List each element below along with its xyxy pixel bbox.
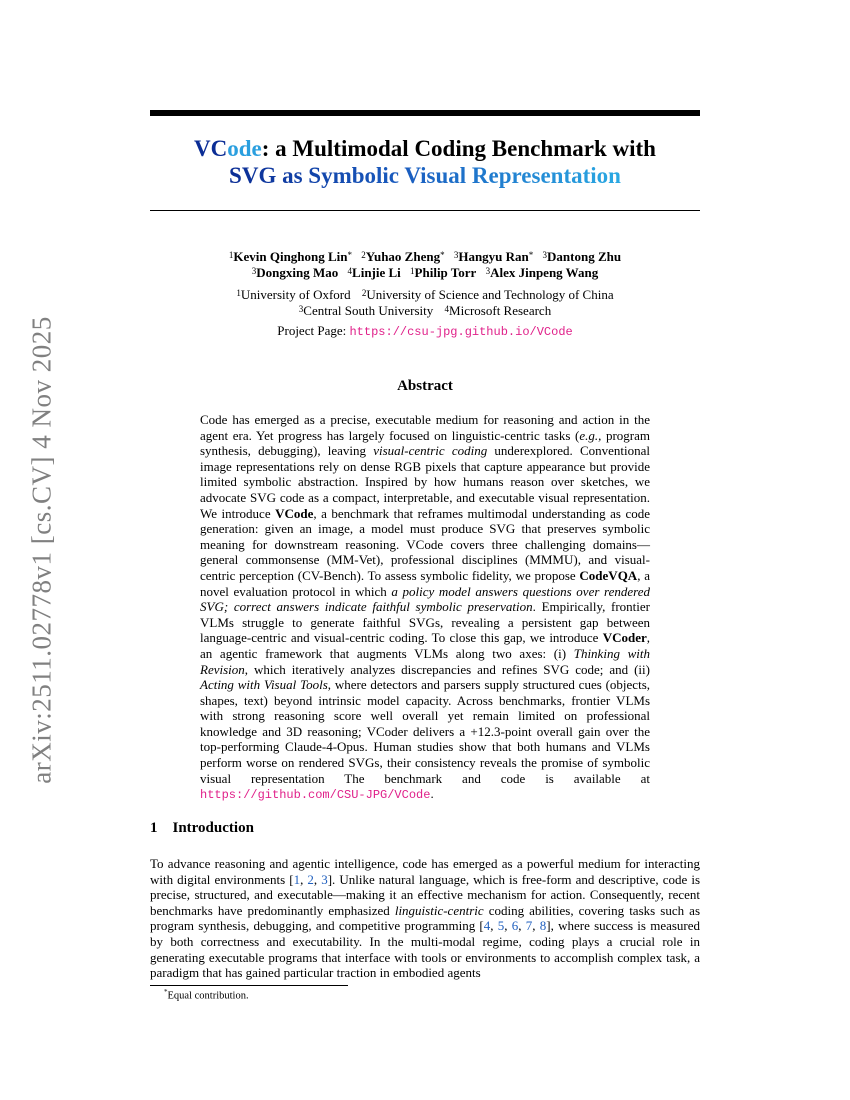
title-brand-ode: ode [227, 136, 262, 161]
affiliation-line-1 [150, 287, 700, 303]
citation-link[interactable]: 8 [539, 918, 547, 934]
citation-link[interactable]: 5 [497, 918, 505, 934]
title-bottom-rule [150, 210, 700, 211]
citation-link[interactable]: 4 [483, 918, 491, 934]
abstract-paragraph: Code has emerged as a precise, executable medium for reasoning and action in the agent era. Yet progress has largely focused on linguistic-centric tasks (e.g., program synthesis, debugging), leaving visual-centric coding underexplored. Conventional image representations rely on dense RGB pixels that capture appearance but provide limited symbolic abstraction. Inspired by how humans reason over sketches, we advocate SVG code as a compact, interpretable, and executable visual representation. We introduce VCode, a benchmark that reframes multimodal understanding as code generation: given an image, a model must produce SVG that preserves symbolic meaning for downstream reasoning. VCode covers three challenging domains—general commonsense (MM-Vet), professional disciplines (MMMU), and visual-centric perception (CV-Bench). To assess symbolic fidelity, we propose CodeVQA, a novel evaluation protocol in which a policy model answers questions over rendered SVG; correct answers indicate faithful symbolic preservation. Empirically, frontier VLMs struggle to generate faithful SVGs, revealing a persistent gap between language-centric and visual-centric coding. To close this gap, we introduce VCoder, an agentic framework that augments VLMs along two axes: (i) Thinking with Revision, which iteratively analyzes discrepancies and refines SVG code; and (ii) Acting with Visual Tools, where detectors and parsers supply structured cues (objects, shapes, text) beyond intrinsic model capacity. Across benchmarks, frontier VLMs with strong reasoning score well overall yet remain limited on professional knowledge and 3D reasoning; VCoder delivers a +12.3-point overall gain over the top-performing Claude-4-Opus. Human studies show that both humans and VLMs perform worse on rendered SVGs, their consistency reveals the promise of symbolic visual representation The benchmark and code is available at https://github.com/CSU-JPG/VCode. [200, 412, 651, 803]
author: $^2$Yuhao Zheng* [361, 249, 445, 264]
citation-link[interactable]: 1 [293, 871, 301, 887]
author: $^1$Philip Torr [410, 265, 477, 280]
paper-title [150, 135, 700, 189]
author-list [150, 249, 700, 281]
title-rest: : a Multimodal Coding Benchmark with [261, 136, 656, 161]
footnote-text: Equal contribution. [167, 990, 249, 1002]
affiliation: $^3$Central South University [298, 303, 434, 318]
citation-link[interactable]: 2 [307, 871, 314, 887]
title-top-rule [150, 110, 700, 116]
title-line-2 [150, 162, 700, 189]
project-page [150, 323, 700, 339]
project-page-label: Project Page: [277, 323, 350, 338]
author: $^1$Kevin Qinghong Lin* [228, 249, 353, 264]
section-number: 1 [150, 820, 158, 836]
author: $^3$Hangyu Ran* [453, 249, 534, 264]
footnote [164, 988, 249, 1002]
section-heading-introduction [150, 820, 254, 837]
citation-link[interactable]: 3 [321, 871, 328, 887]
affiliation-line-2 [150, 303, 700, 319]
footnote-mark: * [164, 988, 168, 996]
section-title: Introduction [172, 820, 254, 836]
title-brand-v: VC [194, 136, 228, 161]
author-line-1 [150, 249, 700, 265]
affiliation: $^2$University of Science and Technology of China [361, 287, 614, 302]
citation-link[interactable]: 6 [511, 918, 519, 934]
author: $^3$Alex Jinpeng Wang [485, 265, 599, 280]
title-line-1 [150, 135, 700, 162]
author-line-2 [150, 265, 700, 281]
affiliation: $^1$University of Oxford [236, 287, 351, 302]
introduction-body [150, 856, 700, 981]
citation-link[interactable]: 7 [525, 918, 533, 934]
title-subtitle: SVG as Symbolic Visual Representation [229, 163, 621, 188]
affiliation: $^4$Microsoft Research [444, 303, 552, 318]
code-repo-link[interactable]: https://github.com/CSU-JPG/VCode [200, 788, 431, 803]
arxiv-stamp [22, 310, 62, 790]
arxiv-identifier: arXiv:2511.02778v1 [cs.CV] 4 Nov 2025 [26, 316, 57, 784]
abstract-heading: Abstract [397, 378, 453, 394]
introduction-paragraph: To advance reasoning and agentic intelligence, code has emerged as a powerful medium for interacting with digital environments [1, 2, 3]. Unlike natural language, which is free-form and descriptive, code is precise, structured, and executable—making it an effective mechanism for action. Consequently, recent benchmarks have predominantly emphasized linguistic-centric coding abilities, covering tasks such as program synthesis, debugging, and competitive programming [4, 5, 6, 7, 8], where success is measured by both correctness and executability. In the multi-modal regime, coding plays a crucial role in generating executable programs that interface with tools or environments to accomplish complex task, a paradigm that has gained particular traction in embodied agents [150, 856, 701, 981]
author: $^3$Dongxing Mao [251, 265, 339, 280]
project-page-link[interactable]: https://csu-jpg.github.io/VCode [349, 325, 573, 339]
footnote-rule [150, 985, 348, 986]
author: $^4$Linjie Li [347, 265, 401, 280]
affiliation-list [150, 287, 700, 319]
abstract-body [200, 412, 650, 804]
author: $^3$Dantong Zhu [542, 249, 622, 264]
